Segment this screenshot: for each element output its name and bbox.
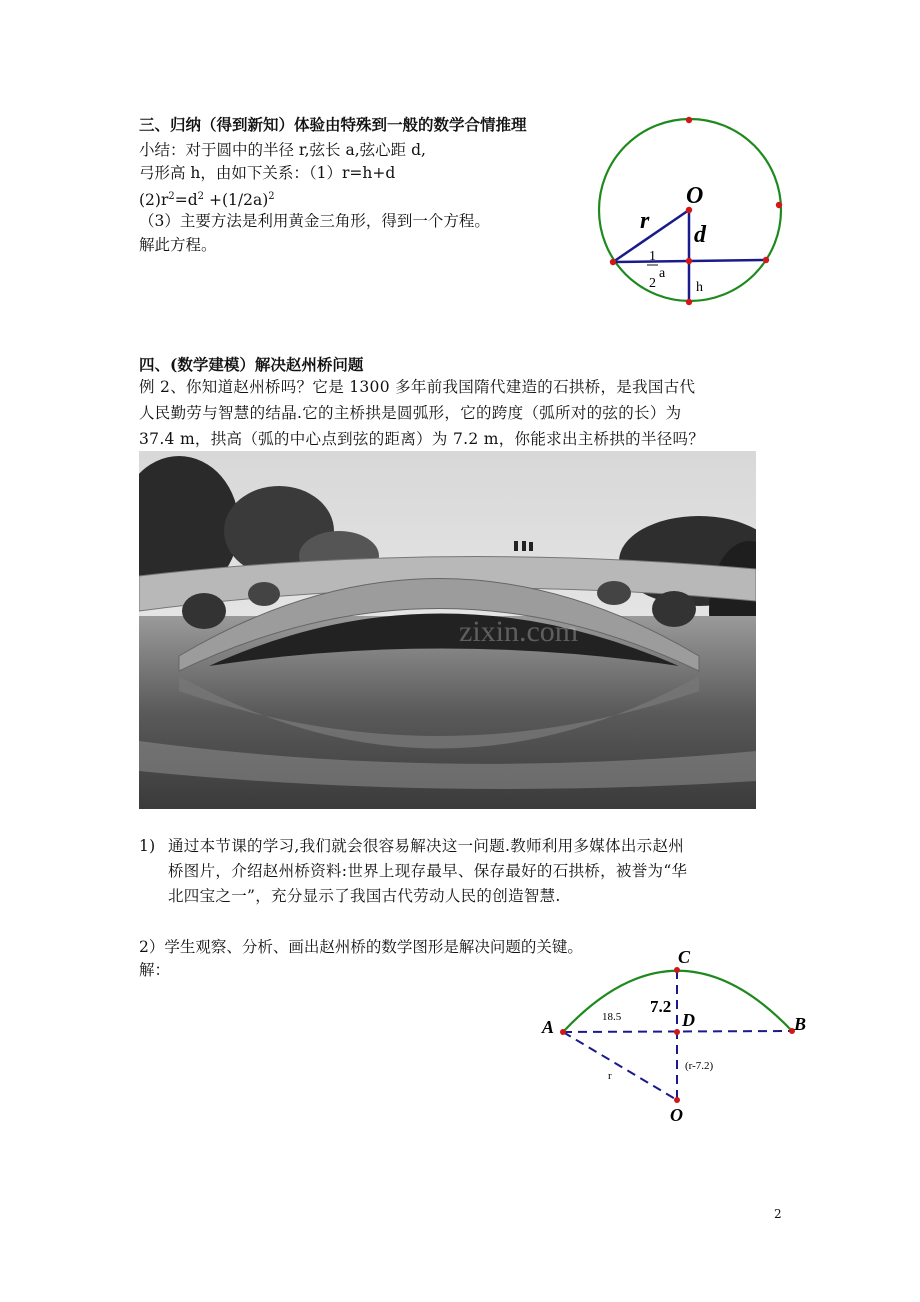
frac-denominator: 2: [649, 276, 656, 291]
chord-endpoint-left: [610, 259, 616, 265]
example-line-2: 人民勤劳与智慧的结晶.它的主桥拱是圆弧形，它的跨度（弧所对的弦的长）为: [139, 404, 682, 422]
superscript: 2: [168, 191, 175, 202]
person-2: [522, 541, 526, 551]
point-O: [674, 1097, 680, 1103]
summary-line-2: 弓形高 h，由如下关系：（1）r=h+d: [139, 164, 396, 182]
section3-heading: 三、归纳（得到新知）体验由特殊到一般的数学合情推理: [139, 115, 527, 134]
small-arch-2: [248, 582, 280, 606]
superscript: 2: [197, 191, 205, 202]
label-18-5: 18.5: [602, 1011, 622, 1023]
summary-line-5: 解此方程。: [139, 236, 217, 254]
small-arch-4: [652, 591, 696, 627]
person-1: [514, 541, 518, 551]
label-a: a: [659, 266, 666, 281]
item1-line-1: 通过本节课的学习,我们就会很容易解决这一问题.教师利用多媒体出示赵州: [168, 837, 685, 855]
section4-heading: 四、(数学建模）解决赵州桥问题: [139, 355, 364, 374]
point-C: [674, 967, 680, 973]
circle-point: [776, 202, 782, 208]
arch-figure: [530, 940, 820, 1130]
bridge-illustration: [139, 451, 756, 809]
small-arch-3: [597, 581, 631, 605]
superscript: 2: [268, 191, 275, 202]
top-point: [686, 117, 692, 123]
label-O: O: [686, 183, 704, 209]
summary-line-1: 小结：对于圆中的半径 r,弦长 a,弦心距 d,: [139, 141, 426, 159]
bridge-photo: [139, 451, 756, 809]
page-number: 2: [774, 1207, 782, 1221]
label-C: C: [678, 947, 691, 967]
solution-label: 解：: [139, 961, 171, 979]
point-D: [674, 1029, 680, 1035]
formula-part-2: =d: [174, 191, 198, 210]
formula-part-3: +(1/2a): [204, 191, 269, 210]
summary-line-4: （3）主要方法是利用黄金三角形，得到一个方程。: [139, 212, 490, 230]
label-r: r: [608, 1070, 612, 1082]
item1-line-3: 北四宝之一”，充分显示了我国古代劳动人民的创造智慧.: [168, 887, 561, 905]
formula-part-1: (2)r: [139, 191, 169, 210]
point-A: [560, 1029, 566, 1035]
label-B: B: [794, 1014, 807, 1034]
label-d: d: [694, 222, 706, 248]
example-line-1: 例 2、你知道赵州桥吗？它是 1300 多年前我国隋代建造的石拱桥，是我国古代: [139, 378, 696, 396]
line-AO: [563, 1032, 677, 1100]
chord-midpoint: [686, 258, 692, 264]
frac-numerator: 1: [649, 249, 656, 264]
label-h: h: [696, 280, 703, 295]
chord-endpoint-right: [763, 257, 769, 263]
arc-midpoint: [686, 299, 692, 305]
label-7-2: 7.2: [650, 997, 672, 1016]
item2-line-1: 2）学生观察、分析、画出赵州桥的数学图形是解决问题的关键。: [139, 938, 583, 956]
item1-number: 1): [139, 837, 156, 855]
label-D: D: [682, 1010, 695, 1030]
person-3: [529, 542, 533, 551]
item1-line-2: 桥图片，介绍赵州桥资料:世界上现存最早、保存最好的石拱桥，被誉为“华: [168, 862, 688, 880]
label-O: O: [670, 1105, 683, 1125]
example-line-3: 37.4 m，拱高（弧的中心点到弦的距离）为 7.2 m，你能求出主桥拱的半径吗？: [139, 430, 705, 448]
small-arch-1: [182, 593, 226, 629]
label-r-minus-7-2: (r-7.2): [685, 1060, 714, 1072]
circle-figure: [590, 115, 790, 315]
label-r: r: [640, 208, 650, 234]
watermark: zixin.com: [459, 615, 579, 648]
label-A: A: [542, 1017, 555, 1037]
